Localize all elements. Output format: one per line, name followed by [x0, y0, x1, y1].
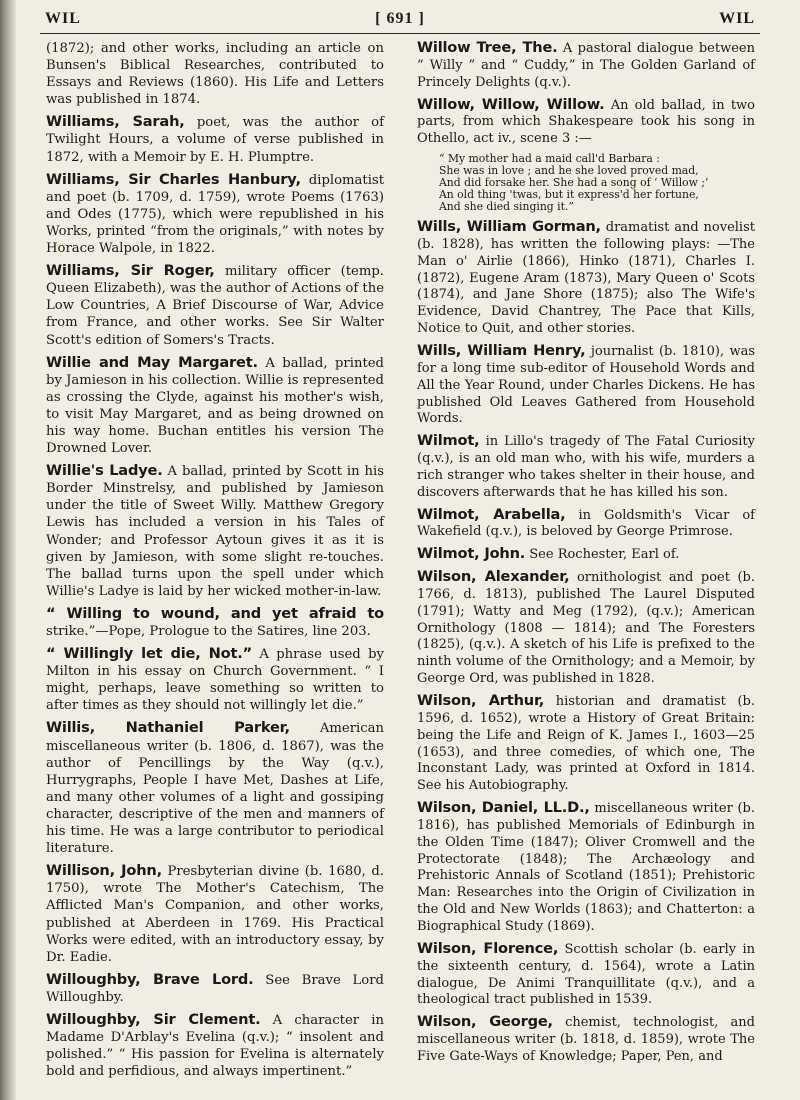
- entry-headword: Willison, John,: [46, 862, 162, 880]
- entry-body: See Rochester, Earl of.: [529, 547, 680, 563]
- dictionary-entry: [46, 645, 384, 714]
- entry-body: military officer (temp. Queen Elizabeth), was the author of Actions of the Low Countries, A Brief Discourse of War, Advice from France, and other works. See Sir Walter Scott's edition of Somers's Tracts.: [46, 264, 384, 348]
- entry-body: ornithologist and poet (b. 1766, d. 1813), published The Laurel Disputed (1791); Watty and Meg (1792), (q.v.); American Ornithology (1808 — 1814); and The Foresters (1825), (q.v.). A sketch of his Life is prefixed to the ninth volume of the Ornithology; and a Memoir, by George Ord, was published in 1828.: [417, 570, 756, 687]
- entry-headword: Williams, Sir Roger,: [46, 262, 215, 280]
- entry-headword: Wilmot, John.: [417, 545, 526, 563]
- dictionary-entry: [46, 40, 384, 108]
- dictionary-entry: [417, 97, 755, 149]
- entry-body: historian and dramatist (b. 1596, d. 1652), wrote a History of Great Britain: being the Life and Reign of K. James I., 1603—25 (1653), and three comedies, of which one, The Inconstant Lady, was printed at Oxford in 1814. See his Autobiography.: [417, 694, 755, 794]
- dictionary-entry: [417, 507, 755, 542]
- entry-headword: “ Willing to wound, and yet afraid to: [46, 604, 384, 622]
- right-column: [417, 40, 755, 1071]
- page-header: [40, 10, 760, 32]
- entry-body: Presbyterian divine (b. 1680, d. 1750), wrote The Mother's Catechism, The Afflicted Man's Companion, and other works, published at Aberdeen in 1769. His Practical Works were edited, with an introductory essay, by Dr. Eadie.: [46, 864, 384, 965]
- entry-body: poet, was the author of Twilight Hours, a volume of verse published in 1872, with a Memoir by E. H. Plumptre.: [46, 115, 384, 165]
- dictionary-entry: [46, 605, 384, 640]
- dictionary-entry: [46, 262, 384, 348]
- entry-body: A ballad, printed by Scott in his Border Minstrelsy, and published by Jamieson under the title of Sweet Willy. Matthew Gregory Lewis has included a version in his Tales of Wonder; and Professor Aytoun gives it as it is given by Jamieson, with some slight re-touches. The ballad turns upon the spell under which Willie's Ladye is laid by her wicked mother-in-law.: [46, 464, 384, 599]
- entry-body: strike.”—Pope, Prologue to the Satires, line 203.: [46, 624, 371, 639]
- entry-body: A ballad, printed by Jamieson in his collection. Willie is represented as crossing the Clyde, against his mother's wish, to visit May Margaret, and as being drowned on his way home. Buchan entitles his version The Drowned Lover.: [46, 355, 384, 457]
- verse-line: She was in love ; and he she loved proved mad,: [439, 164, 699, 178]
- entry-body: dramatist and novelist (b. 1828), has written the following plays: —The Man o' Airlie (1866), Hinko (1871), Charles I. (1872), Eugene Aram (1873), Mary Queen o' Scots (1874), and Jane Shore (1875); also The Wife's Evidence, David Chantrey, The Pace that Kills, Notice to Quit, and other stories.: [417, 220, 755, 337]
- entry-headword: Willow, Willow, Willow.: [417, 95, 605, 113]
- entry-headword: Wilmot, Arabella,: [417, 505, 566, 523]
- entry-headword: Willie's Ladye.: [46, 462, 163, 480]
- book-spine-shadow: [0, 0, 16, 1100]
- entry-headword: Wilson, Florence,: [417, 939, 559, 957]
- entry-headword: Williams, Sir Charles Hanbury,: [46, 170, 301, 188]
- entry-headword: “ Willingly let die, Not.”: [46, 645, 252, 663]
- dictionary-entry: [46, 971, 384, 1006]
- entry-body: miscellaneous writer (b. 1816), has published Memorials of Edinburgh in the Olden Time (1847); Oliver Cromwell and the Protectorate (1848); The Archæology and Prehistoric Annals of Scotland (1851); Prehistoric Man: Researches into the Origin of Civilization in the Old and New Worlds (1863); and Chatterton: a Biographical Study (1869).: [417, 801, 756, 934]
- entry-headword: Willoughby, Sir Clement.: [46, 1010, 261, 1028]
- dictionary-entry: [46, 862, 384, 966]
- entry-headword: Willie and May Margaret.: [46, 353, 258, 371]
- entry-headword: Willoughby, Brave Lord.: [46, 970, 254, 988]
- dictionary-entry: [417, 40, 755, 92]
- entry-headword: Wilson, Alexander,: [417, 568, 570, 586]
- entry-headword: Wilmot,: [417, 432, 480, 450]
- entry-body: diplomatist and poet (b. 1709, d. 1759), wrote Poems (1763) and Odes (1775), which were republished in his Works, printed “from the originals,” with notes by Horace Walpole, in 1822.: [46, 172, 384, 257]
- entry-body: Scottish scholar (b. early in the sixteenth century, d. 1564), wrote a Latin dialogue, De Animi Tranquillitate (q.v.), and a theological tract published in 1539.: [417, 941, 755, 1008]
- entry-headword: Williams, Sarah,: [46, 113, 185, 131]
- entry-headword: Wills, William Gorman,: [417, 218, 601, 236]
- verse-line: And she died singing it.”: [439, 200, 574, 214]
- dictionary-entry: [417, 433, 755, 501]
- entry-body: See Brave Lord Willoughby.: [46, 972, 384, 1005]
- dictionary-entry: [417, 941, 755, 1009]
- dictionary-entry: [46, 113, 384, 165]
- dictionary-entry: [417, 546, 755, 564]
- dictionary-entry: [46, 462, 384, 600]
- dictionary-entry: [46, 719, 384, 857]
- verse-line: And did forsake her. She had a song of ‘ Willow ;’: [439, 176, 709, 190]
- entry-body: in Lillo's tragedy of The Fatal Curiosity (q.v.), is an old man who, with his wife, murders a rich stranger who takes shelter in their house, and discovers afterwards that he has killed his son.: [417, 434, 755, 500]
- entry-body: A phrase used by Milton in his essay on Church Government. “ I might, perhaps, leave something so written to after times as they should not willingly let die.”: [46, 647, 384, 714]
- entry-body: American miscellaneous writer (b. 1806, d. 1867), was the author of Pencillings by the Way (q.v.), Hurrygraphs, People I have Met, Dashes at Life, and many other volumes of a light and gossiping character, descriptive of the men and manners of his time. He was a large contributor to periodical literature.: [46, 721, 384, 857]
- verse-line: An old thing 'twas, but it express'd her fortune,: [439, 188, 699, 202]
- dictionary-entry: [417, 343, 755, 428]
- dictionary-entry: [417, 1014, 755, 1066]
- entry-headword: Wilson, George,: [417, 1013, 553, 1031]
- entry-headword: Willis, Nathaniel Parker,: [46, 719, 290, 737]
- entry-headword: Wilson, Daniel, LL.D.,: [417, 799, 590, 817]
- running-head-right: WIL: [719, 10, 755, 27]
- verse-line: “ My mother had a maid call'd Barbara :: [439, 152, 660, 166]
- entry-body: chemist, technologist, and miscellaneous writer (b. 1818, d. 1859), wrote The Five Gate-Ways of Knowledge; Paper, Pen, and: [417, 1015, 755, 1064]
- entry-body: An old ballad, in two parts, from which Shakespeare took his song in Othello, act iv., scene 3 :—: [417, 97, 755, 147]
- entry-body: A pastoral dialogue between “ Willy ” and “ Cuddy,” in The Golden Garland of Princely Delights (q.v.).: [417, 41, 755, 90]
- page-number: [ 691 ]: [375, 10, 425, 27]
- entry-body: A character in Madame D'Arblay's Evelina (q.v.); “ insolent and polished.” “ His passion for Evelina is alternately bold and perfidious, and always impertinent.”: [46, 1012, 384, 1080]
- dictionary-entry: [417, 800, 755, 936]
- entry-headword: Willow Tree, The.: [417, 39, 558, 56]
- dictionary-entry: [46, 171, 384, 257]
- header-rule: [40, 33, 760, 34]
- dictionary-entry: [417, 569, 755, 688]
- entry-headword: Wilson, Arthur,: [417, 692, 545, 709]
- entry-body: in Goldsmith's Vicar of Wakefield (q.v.), is beloved by George Primrose.: [417, 507, 755, 540]
- running-head-left: WIL: [45, 10, 81, 27]
- left-column: [46, 40, 384, 1085]
- entry-body: (1872); and other works, including an article on Bunsen's Biblical Researches, contributed to Essays and Reviews (1860). His Life and Letters was published in 1874.: [46, 41, 384, 108]
- dictionary-entry: [417, 693, 755, 795]
- dictionary-entry: [46, 1011, 384, 1080]
- dictionary-entry: [417, 219, 755, 338]
- dictionary-entry: [46, 354, 384, 458]
- verse-quotation: [439, 153, 755, 213]
- entry-body: journalist (b. 1810), was for a long time sub-editor of Household Words and All the Year Round, under Charles Dickens. He has published Old Leaves Gathered from Household Words.: [417, 343, 755, 427]
- entry-headword: Wills, William Henry,: [417, 341, 586, 359]
